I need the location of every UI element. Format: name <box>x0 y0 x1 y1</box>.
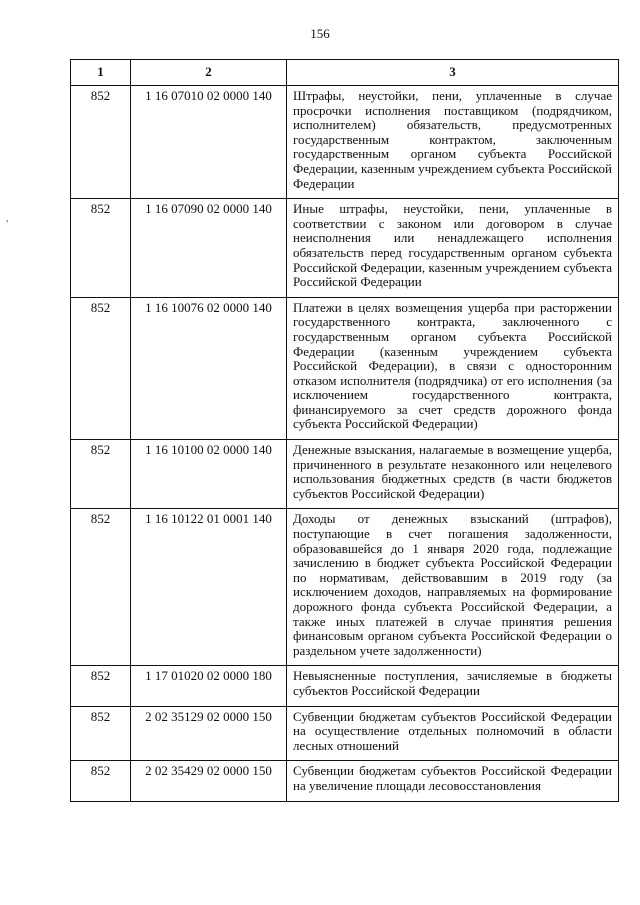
revenue-name-cell: Субвенции бюджетам субъектов Российской Федерации на осуществление отдельных полномочий в области лесных отношений <box>287 706 619 761</box>
admin-code-cell: 852 <box>71 297 131 439</box>
revenue-code-cell: 1 17 01020 02 0000 180 <box>131 666 287 706</box>
table-row <box>71 199 619 298</box>
admin-code-cell: 852 <box>71 666 131 706</box>
revenue-name-cell: Доходы от денежных взысканий (штрафов), поступающие в счет погашения задолженности, образовавшейся до 1 января 2020 года, подлежащие зачислению в бюджет субъекта Российской Федерации по нормативам, действовавшим в 2019 году (за исключением доходов, направляемых на формирование дорожного фонда субъекта Российской Федерации, а также иных платежей в случае принятия решения финансовым органом субъекта Российской Федерации о раздельном учете задолженности) <box>287 509 619 666</box>
table-header-row <box>71 60 619 86</box>
revenue-name-cell: Денежные взыскания, налагаемые в возмещение ущерба, причиненного в результате незаконного или нецелевого использования бюджетных средств (в части бюджетов субъектов Российской Федерации) <box>287 440 619 509</box>
revenue-code-cell: 1 16 07010 02 0000 140 <box>131 86 287 199</box>
revenue-code-cell: 1 16 10076 02 0000 140 <box>131 297 287 439</box>
revenue-code-cell: 2 02 35429 02 0000 150 <box>131 761 287 801</box>
admin-code-cell: 852 <box>71 761 131 801</box>
revenue-code-cell: 1 16 10122 01 0001 140 <box>131 509 287 666</box>
scan-mark: , <box>6 213 9 224</box>
admin-code-cell: 852 <box>71 440 131 509</box>
admin-code-cell: 852 <box>71 199 131 298</box>
table-row <box>71 297 619 439</box>
table-row <box>71 440 619 509</box>
table-row <box>71 706 619 761</box>
column-header: 2 <box>131 60 287 86</box>
admin-code-cell: 852 <box>71 706 131 761</box>
revenue-code-cell: 2 02 35129 02 0000 150 <box>131 706 287 761</box>
column-header: 1 <box>71 60 131 86</box>
table-row <box>71 86 619 199</box>
revenue-name-cell: Невыясненные поступления, зачисляемые в бюджеты субъектов Российской Федерации <box>287 666 619 706</box>
revenue-name-cell: Иные штрафы, неустойки, пени, уплаченные в соответствии с законом или договором в случае неисполнения или ненадлежащего исполнения обязательств перед государственным органом субъекта Российской Федерации, казенным учреждением субъекта Российской Федерации <box>287 199 619 298</box>
revenue-codes-table <box>70 59 619 802</box>
table-row <box>71 509 619 666</box>
page-number: 156 <box>310 26 330 41</box>
revenue-name-cell: Субвенции бюджетам субъектов Российской Федерации на увеличение площади лесовосстановления <box>287 761 619 801</box>
table-row <box>71 761 619 801</box>
admin-code-cell: 852 <box>71 509 131 666</box>
revenue-name-cell: Платежи в целях возмещения ущерба при расторжении государственного контракта, заключенного с государственным органом субъекта Российской Федерации (казенным учреждением субъекта Российской Федерации), в связи с односторонним отказом исполнителя (подрядчика) от его исполнения (за исключением государственного контракта, финансируемого за счет средств дорожного фонда субъекта Российской Федерации) <box>287 297 619 439</box>
admin-code-cell: 852 <box>71 86 131 199</box>
table-row <box>71 666 619 706</box>
revenue-name-cell: Штрафы, неустойки, пени, уплаченные в случае просрочки исполнения поставщиком (подрядчиком, исполнителем) обязательств, предусмотренных государственным контрактом, заключенным государственным органом субъекта Российской Федерации, казенным учреждением субъекта Российской Федерации <box>287 86 619 199</box>
column-header: 3 <box>287 60 619 86</box>
revenue-code-cell: 1 16 07090 02 0000 140 <box>131 199 287 298</box>
revenue-code-cell: 1 16 10100 02 0000 140 <box>131 440 287 509</box>
